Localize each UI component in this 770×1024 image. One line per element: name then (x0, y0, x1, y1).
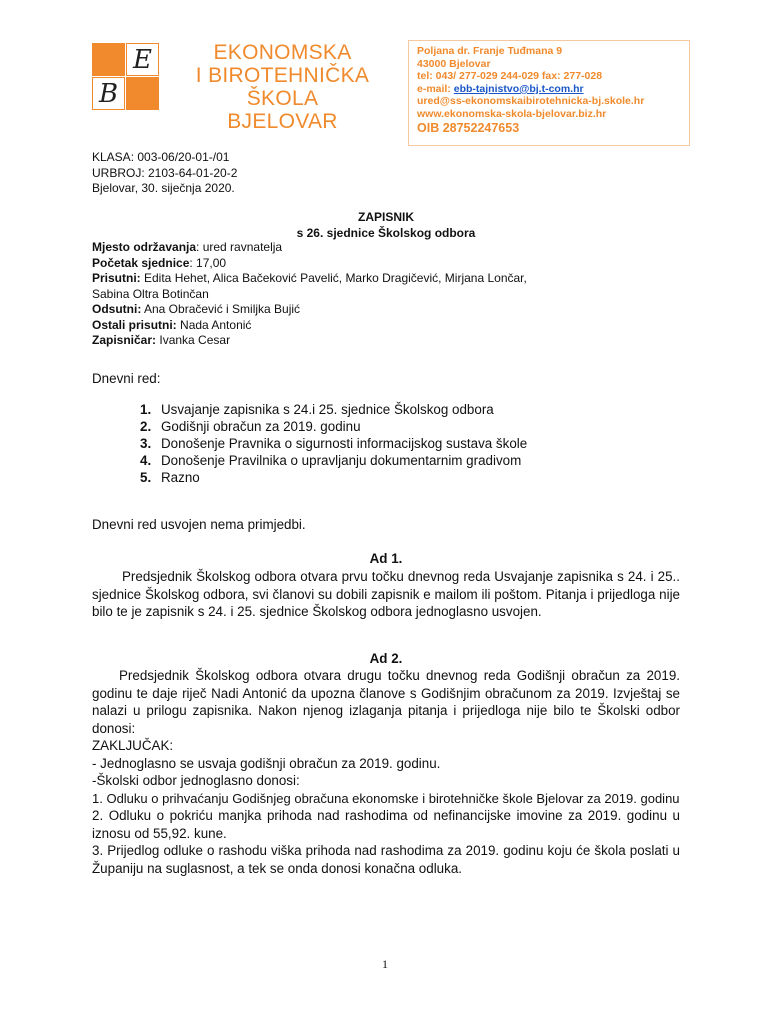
page-number: 1 (382, 957, 388, 971)
agenda-num: 5. (140, 470, 152, 485)
info-value: : 17,00 (189, 255, 227, 270)
agenda-num: 1. (140, 402, 152, 417)
school-name-line: I BIROTEHNIČKA ŠKOLA (195, 64, 370, 110)
email-link[interactable]: ebb-tajnistvo@bj.t-com.hr (453, 82, 584, 95)
date: Bjelovar, 30. siječnja 2020. (92, 181, 235, 195)
info-label: Mjesto održavanja (92, 240, 197, 254)
info-prisutni-cont: Sabina Oltra Botinčan (92, 286, 209, 301)
email-label: e-mail: (417, 82, 454, 95)
agenda-text: Donošenje Pravilnika o upravljanju dokumentarnim gradivom (161, 453, 522, 468)
conclusion-line: -Školski odbor jednoglasno donosi: (92, 773, 300, 788)
contact-website: www.ekonomska-skola-bjelovar.biz.hr (417, 107, 607, 120)
school-name (170, 41, 395, 133)
ad2-text: Predsjednik Školskog odbora otvara drugu točku dnevnog reda Godišnji obračun za 2019. godinu te daje riječ Nadi Antonić da upozna članove s Godišnjim obračunom za 2019. Izvještaj se nalazi u prilogu zapisnika. Nakon njenog izlaganja pitanja i prijedloga nije bilo te Školski odbor donosi: (92, 668, 680, 736)
info-pocetak (92, 256, 680, 272)
contact-oib: OIB 28752247653 (417, 120, 520, 135)
ad1-text: Predsjednik Školskog odbora otvara prvu točku dnevnog reda Usvajanje zapisnika s 24. i 25.. sjednice Školskog odbora, svi članovi su dobili zapisnik e mailom ili poštom. Pitanja i prijedloga nije bilo te je zapisnik s 24. i 25. sjednice Školskog odbora jednoglasno usvojen. (92, 569, 680, 619)
school-name-line: EKONOMSKA (213, 41, 352, 64)
document-meta (92, 150, 237, 197)
contact-email2: ured@ss-ekonomskaibirotehnicka-bj.skole.hr (417, 95, 645, 108)
ad1-heading: Ad 1. (369, 551, 403, 566)
logo-letter-b: B (98, 79, 119, 109)
agenda-adopted: Dnevni red usvojen nema primjedbi. (92, 517, 306, 532)
agenda-item (140, 418, 527, 435)
info-prisutni (92, 271, 680, 287)
meeting-info (92, 240, 680, 349)
info-label: Ostali prisutni: (92, 317, 177, 332)
logo-letter-e: E (133, 45, 152, 75)
info-value: Ivanka Cesar (156, 333, 231, 347)
info-ostali (92, 318, 680, 334)
agenda-item (140, 452, 527, 469)
info-value: : ured ravnatelja (196, 240, 283, 254)
agenda-num: 4. (140, 453, 152, 468)
contact-email-line (417, 83, 689, 96)
school-name-line: BJELOVAR (227, 110, 338, 133)
info-label: Odsutni: (92, 302, 142, 316)
agenda-heading: Dnevni red: (92, 371, 161, 386)
ad2-heading: Ad 2. (369, 651, 403, 666)
logo-square (92, 77, 125, 110)
logo-square (126, 43, 159, 76)
contact-city: 43000 Bjelovar (417, 57, 491, 70)
logo-square (92, 43, 125, 76)
logo-square (126, 77, 159, 110)
conclusion (92, 737, 680, 877)
info-zapisnicar (92, 333, 680, 349)
document-subtitle: s 26. sjednice Školskog odbora (296, 226, 476, 240)
urbroj: URBROJ: 2103-64-01-20-2 (92, 165, 238, 180)
contact-phones: tel: 043/ 277-029 244-029 fax: 277-028 (417, 70, 603, 83)
contact-box (408, 40, 690, 146)
agenda-item (140, 435, 527, 452)
agenda-item (140, 401, 527, 418)
school-logo (92, 43, 160, 111)
conclusion-line: 2. Odluku o pokriću manjka prihoda nad rashodima od nefinancijske imovine za 2019. godinu u iznosu od 55,92. kune. (92, 808, 680, 841)
info-label: Početak sjednice (92, 255, 190, 270)
agenda-item (140, 469, 527, 486)
agenda-text: Razno (161, 470, 200, 485)
info-label: Prisutni: (92, 271, 141, 285)
conclusion-line: 1. Odluku o prihvaćanju Godišnjeg obračuna ekonomske i birotehničke škole Bjelovar za 2019. godinu (92, 790, 680, 806)
agenda-num: 2. (140, 419, 152, 434)
agenda-text: Donošenje Pravnika o sigurnosti informacijskog sustava škole (161, 436, 528, 451)
info-value: Edita Hehet, Alica Bačeković Pavelić, Marko Dragičević, Mirjana Lončar, (140, 271, 527, 285)
conclusion-line: - Jednoglasno se usvaja godišnji obračun za 2019. godinu. (92, 755, 441, 771)
klasa: KLASA: 003-06/20-01-/01 (92, 150, 230, 164)
info-mjesto (92, 240, 680, 256)
conclusion-line: 3. Prijedlog odluke o rashodu viška prihoda nad rashodima za 2019. godinu koju će škola poslati u Županiju na suglasnost, a tek se onda donosi konačna odluka. (92, 843, 680, 876)
info-value: Nada Antonić (176, 317, 252, 332)
info-odsutni (92, 302, 680, 318)
agenda-text: Godišnji obračun za 2019. godinu (161, 419, 361, 434)
agenda-num: 3. (140, 436, 152, 451)
info-value: Ana Obračević i Smiljka Bujić (141, 302, 301, 316)
agenda-text: Usvajanje zapisnika s 24.i 25. sjednice Školskog odbora (161, 402, 494, 417)
agenda-list (140, 401, 527, 486)
contact-address: Poljana dr. Franje Tuđmana 9 (417, 45, 563, 57)
document-title: ZAPISNIK (357, 210, 414, 224)
conclusion-heading: ZAKLJUČAK: (92, 738, 174, 753)
info-label: Zapisničar: (92, 333, 157, 347)
